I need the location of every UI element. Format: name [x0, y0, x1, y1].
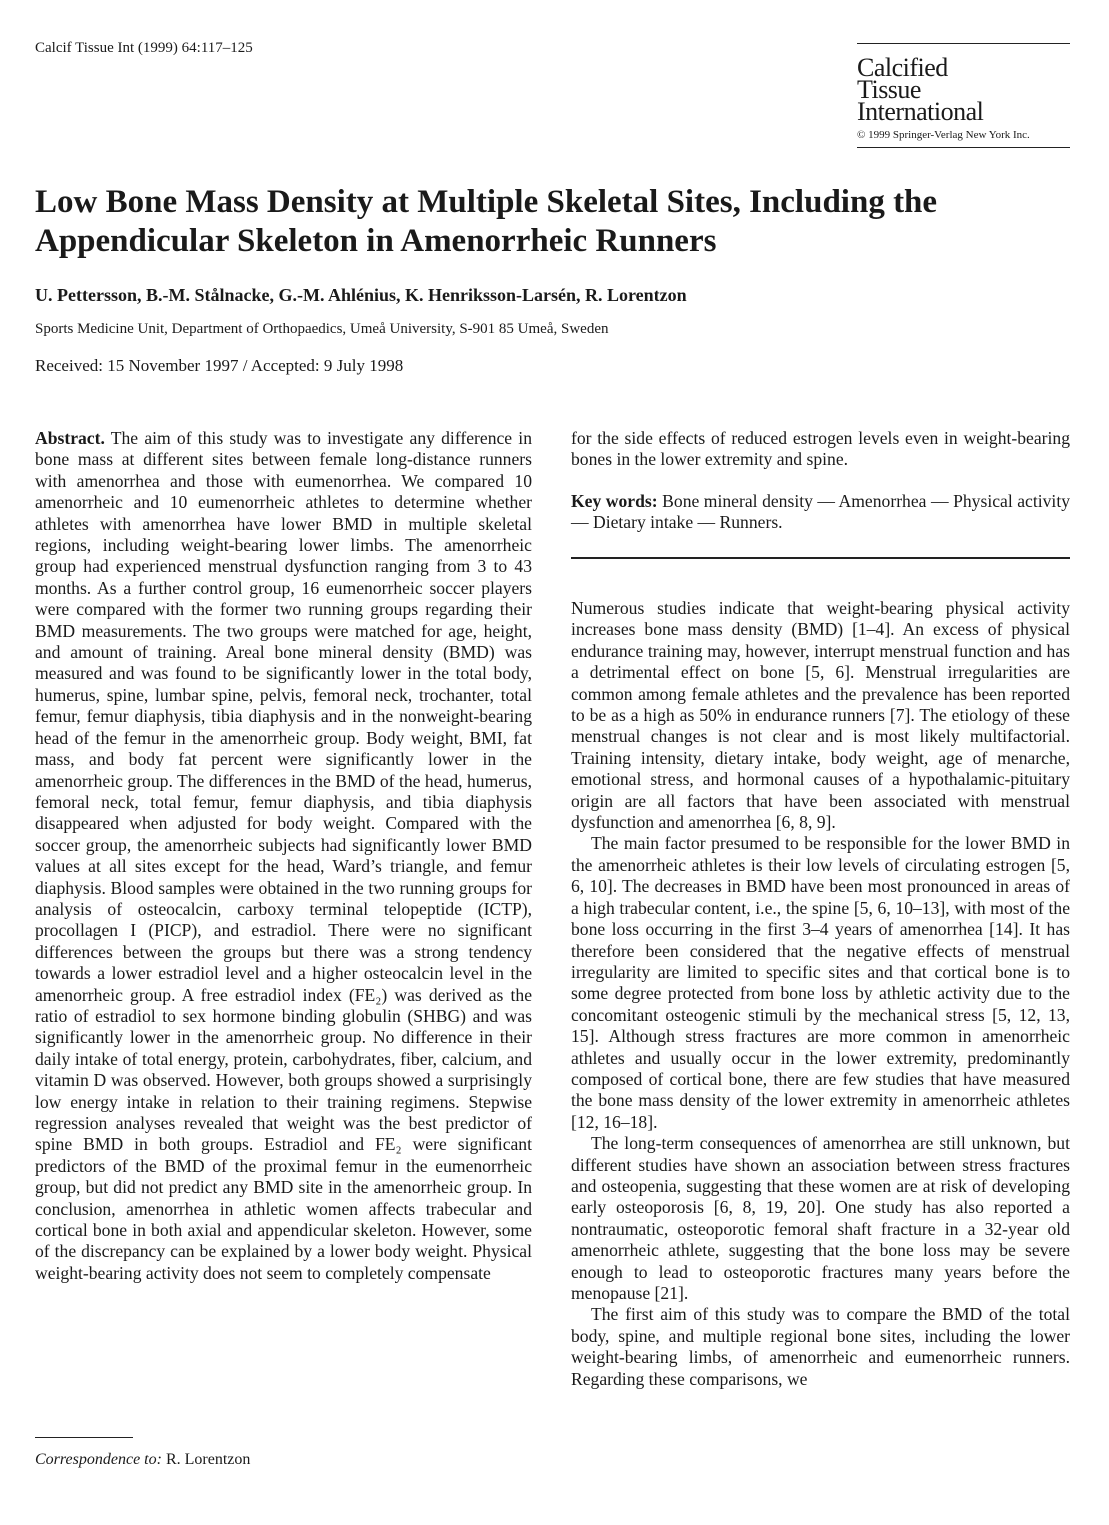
logo-line-3: International: [857, 97, 984, 126]
author-list: U. Pettersson, B.-M. Stålnacke, G.-M. Ahlénius, K. Henriksson-Larsén, R. Lorentzon: [35, 285, 687, 305]
received-dates: Received: 15 November 1997 / Accepted: 9 July 1998: [35, 356, 404, 375]
logo-line-1: Calcified: [857, 53, 948, 82]
journal-citation: Calcif Tissue Int (1999) 64:117–125: [35, 40, 253, 56]
correspondence-name: R. Lorentzon: [165, 1451, 251, 1468]
keywords-label: Key words:: [571, 490, 658, 511]
affiliation: Sports Medicine Unit, Department of Orthopaedics, Umeå University, S-901 85 Umeå, Sweden: [35, 321, 609, 337]
correspondence-label: Correspondence to:: [35, 1451, 162, 1468]
section-divider: [571, 557, 1070, 559]
abstract-continuation-block: [571, 428, 1070, 534]
abstract-text: The aim of this study was to investigate any difference in bone mass at different sites between female long-distance runners with amenorrhea and those with eumenorrhea. We compared 10 amenorrheic and 10 eumenorrheic athletes to determine whether athletes with amenorrhea have lower BMD in multiple skeletal regions, including weight-bearing lower limbs. The amenorrheic group had experienced menstrual dysfunction ranging from 3 to 43 months. As a further control group, 16 eumenorrheic soccer players were compared with the former two running groups regarding their BMD measurements. The two groups were matched for age, height, and amount of training. Areal bone mineral density (BMD) was measured and was found to be significantly lower in the total body, humerus, spine, lumbar spine, pelvis, femoral neck, trochanter, total femur, femur diaphysis, tibia diaphysis and in the nonweight-bearing head of the femur in the amenorrheic group. Body weight, BMI, fat mass, and body fat percent were significantly lower in the amenorrheic group. The differences in the BMD of the head, humerus, femoral neck, total femur, femur diaphysis, and tibia diaphysis disappeared when adjusted for body weight. Compared with the soccer group, the amenorrheic subjects had significantly lower BMD values at all sites except for the head, Ward’s triangle, and femur diaphysis. Blood samples were obtained in the two running groups for analysis of osteocalcin, carboxy terminal telopeptide (ICTP), procollagen I (PICP), and estradiol. There were no significant differences between the groups but there was a strong tendency towards a lower estradiol level and a higher osteocalcin level in the amenorrheic group. A free estradiol index (FE₂) was derived as the ratio of estradiol to sex hormone binding globulin (SHBG) and was significantly lower in the amenorrheic group. No difference in their daily intake of total energy, protein, carbohydrates, fiber, calcium, and vitamin D was observed. However, both groups showed a surprisingly low energy intake in relation to their training regimens. Stepwise regression analyses revealed that weight was the best predictor of spine BMD in both groups. Estradiol and FE₂ were significant predictors of the BMD of the proximal femur in the eumenorrheic group, but did not predict any BMD site in the amenorrheic group. In conclusion, amenorrhea in athletic women affects trabecular and cortical bone in both axial and appendicular skeleton. However, some of the discrepancy can be explained by a lower body weight. Physical weight-bearing activity does not seem to completely compensate: [35, 428, 532, 1283]
abstract: [35, 428, 532, 1284]
body-paragraph-1: Numerous studies indicate that weight-bearing physical activity increases bone mass density (BMD) [1–4]. An excess of physical endurance training may, however, interrupt menstrual function and has a detrimental effect on bone [5, 6]. Menstrual irregularities are common among female athletes and the prevalence has been reported to be as a high as 50% in endurance runners [7]. The etiology of these menstrual changes is not clear and is most likely multifactorial. Training intensity, dietary intake, body weight, age of menarche, emotional stress, and hormonal causes of a hypothalamic-pituitary origin are all factors that have been associated with menstrual dysfunction and amenorrhea [6, 8, 9].: [571, 598, 1070, 833]
footnote-rule: [35, 1437, 133, 1438]
correspondence-footnote: [35, 1451, 250, 1469]
keywords-text: Bone mineral density — Amenorrhea — Physical activity — Dietary intake — Runners.: [571, 490, 1071, 533]
body-paragraph-3: The long-term consequences of amenorrhea are still unknown, but different studies have shown an association between stress fractures and osteopenia, suggesting that these women are at risk of developing early osteoporosis [6, 8, 19, 20]. One study has also reported a nontraumatic, osteoporotic femoral shaft fracture in a 32-year old amenorrheic athlete, suggesting that the bone loss may be severe enough to lead to osteoporotic fractures many years before the menopause [21].: [571, 1133, 1070, 1303]
body-paragraph-4: The first aim of this study was to compare the BMD of the total body, spine, and multiple regional bone sites, including the lower weight-bearing limbs, of amenorrheic and eumenorrheic runners. Regarding these comparisons, we: [571, 1304, 1070, 1389]
abstract-continuation: for the side effects of reduced estrogen levels even in weight-bearing bones in the lower extremity and spine.: [571, 428, 1070, 470]
paper-title: Low Bone Mass Density at Multiple Skeletal Sites, Including the Appendicular Skeleton in Amenorrheic Runners: [35, 184, 938, 259]
copyright: © 1999 Springer-Verlag New York Inc.: [857, 129, 1030, 141]
journal-logo: [857, 43, 1070, 148]
abstract-label: Abstract.: [35, 428, 105, 448]
body-paragraph-2: The main factor presumed to be responsible for the lower BMD in the amenorrheic athletes is their low levels of circulating estrogen [5, 6, 10]. The decreases in BMD have been most pronounced in areas of a high trabecular content, i.e., the spine [5, 6, 10–13], with most of the bone loss occurring in the first 3–4 years of amenorrhea [14]. It has therefore been considered that the negative effects of menstrual irregularity are limited to specific sites and that cortical bone is to some degree protected from bone loss by athletic activity due to the concomitant osteogenic stimuli by the mechanical stress [5, 12, 13, 15]. Although stress fractures are more common in amenorrheic athletes and usually occur in the lower extremity, predominantly composed of cortical bone, there are few studies that have measured the bone mass density of the lower extremity in amenorrheic athletes [12, 16–18].: [571, 833, 1070, 1132]
introduction: [571, 598, 1070, 1390]
logo-line-2: Tissue: [857, 75, 921, 104]
